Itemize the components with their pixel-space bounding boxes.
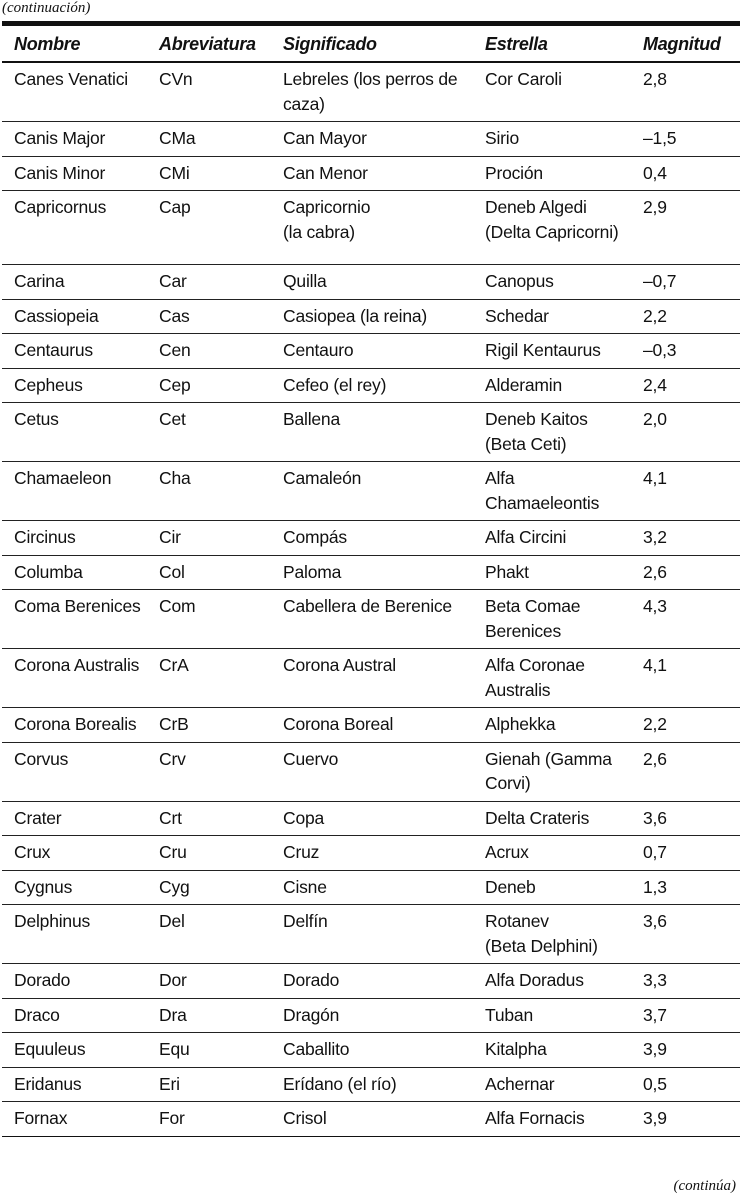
cell-abreviatura: Crt (147, 801, 271, 836)
table-row (2, 521, 740, 556)
cell-magnitud: 0,7 (631, 836, 740, 871)
cell-magnitud: 0,4 (631, 156, 740, 191)
cell-estrella: Alphekka (473, 708, 631, 743)
cell-magnitud: 3,6 (631, 905, 740, 964)
cell-abreviatura: CMi (147, 156, 271, 191)
table-row (2, 998, 740, 1033)
table-row (2, 1067, 740, 1102)
table-row (2, 191, 740, 265)
cell-magnitud: 2,2 (631, 708, 740, 743)
cell-abreviatura: Com (147, 590, 271, 649)
cell-estrella: Alfa Circini (473, 521, 631, 556)
cell-abreviatura: Eri (147, 1067, 271, 1102)
cell-abreviatura: Cas (147, 299, 271, 334)
cell-abreviatura: Del (147, 905, 271, 964)
top-rule (2, 21, 740, 26)
cell-abreviatura: For (147, 1102, 271, 1137)
cell-magnitud: 3,2 (631, 521, 740, 556)
cell-nombre: Circinus (2, 521, 147, 556)
cell-nombre: Canis Major (2, 122, 147, 157)
cell-nombre: Chamaeleon (2, 462, 147, 521)
cell-significado: Copa (271, 801, 473, 836)
cell-significado: Dragón (271, 998, 473, 1033)
cell-magnitud: 2,2 (631, 299, 740, 334)
cell-abreviatura: Dra (147, 998, 271, 1033)
cell-significado: Dorado (271, 964, 473, 999)
cell-abreviatura: Cep (147, 368, 271, 403)
cell-abreviatura: CrB (147, 708, 271, 743)
table-row (2, 403, 740, 462)
cell-abreviatura: Crv (147, 742, 271, 801)
cell-significado: Corona Boreal (271, 708, 473, 743)
cell-estrella: Alfa Fornacis (473, 1102, 631, 1137)
cell-significado: Ballena (271, 403, 473, 462)
cell-abreviatura: Cyg (147, 870, 271, 905)
table-row (2, 1033, 740, 1068)
constellation-table (2, 28, 740, 1137)
table-body (2, 62, 740, 1136)
cell-estrella: Alfa Coronae Australis (473, 649, 631, 708)
continuation-bottom-label: (continúa) (673, 1178, 736, 1194)
cell-significado: Erídano (el río) (271, 1067, 473, 1102)
cell-magnitud: 3,9 (631, 1102, 740, 1137)
cell-magnitud: 2,6 (631, 742, 740, 801)
cell-significado: Paloma (271, 555, 473, 590)
cell-abreviatura: Col (147, 555, 271, 590)
cell-abreviatura: Equ (147, 1033, 271, 1068)
cell-magnitud: 0,5 (631, 1067, 740, 1102)
cell-abreviatura: CrA (147, 649, 271, 708)
table-row (2, 649, 740, 708)
table-row (2, 964, 740, 999)
cell-nombre: Columba (2, 555, 147, 590)
cell-estrella: Deneb Kaitos (Beta Ceti) (473, 403, 631, 462)
cell-nombre: Cepheus (2, 368, 147, 403)
cell-nombre: Dorado (2, 964, 147, 999)
cell-estrella: Deneb (473, 870, 631, 905)
table-row (2, 299, 740, 334)
table-row (2, 462, 740, 521)
cell-estrella: Alfa Chamaeleontis (473, 462, 631, 521)
table-row (2, 555, 740, 590)
cell-nombre: Draco (2, 998, 147, 1033)
cell-estrella: Gienah (Gamma Corvi) (473, 742, 631, 801)
cell-significado: Capricornio (la cabra) (271, 191, 473, 265)
cell-magnitud: 4,1 (631, 649, 740, 708)
cell-nombre: Canes Venatici (2, 62, 147, 122)
cell-estrella: Tuban (473, 998, 631, 1033)
cell-estrella: Beta Comae Berenices (473, 590, 631, 649)
cell-estrella: Schedar (473, 299, 631, 334)
cell-nombre: Equuleus (2, 1033, 147, 1068)
cell-abreviatura: CMa (147, 122, 271, 157)
cell-estrella: Rotanev (Beta Delphini) (473, 905, 631, 964)
cell-estrella: Achernar (473, 1067, 631, 1102)
cell-nombre: Fornax (2, 1102, 147, 1137)
cell-magnitud: 2,6 (631, 555, 740, 590)
table-row (2, 836, 740, 871)
cell-abreviatura: Cru (147, 836, 271, 871)
cell-magnitud: 2,0 (631, 403, 740, 462)
cell-magnitud: 4,3 (631, 590, 740, 649)
cell-estrella: Cor Caroli (473, 62, 631, 122)
cell-abreviatura: Cen (147, 334, 271, 369)
cell-estrella: Rigil Kentaurus (473, 334, 631, 369)
cell-magnitud: –0,3 (631, 334, 740, 369)
cell-magnitud: 3,3 (631, 964, 740, 999)
cell-magnitud: 3,6 (631, 801, 740, 836)
cell-abreviatura: Dor (147, 964, 271, 999)
cell-estrella: Sirio (473, 122, 631, 157)
cell-nombre: Capricornus (2, 191, 147, 265)
cell-significado: Camaleón (271, 462, 473, 521)
cell-significado: Caballito (271, 1033, 473, 1068)
cell-nombre: Coma Berenices (2, 590, 147, 649)
cell-nombre: Corvus (2, 742, 147, 801)
cell-significado: Casiopea (la reina) (271, 299, 473, 334)
cell-nombre: Cetus (2, 403, 147, 462)
cell-abreviatura: Cet (147, 403, 271, 462)
table-row (2, 905, 740, 964)
cell-significado: Crisol (271, 1102, 473, 1137)
cell-significado: Compás (271, 521, 473, 556)
table-row (2, 801, 740, 836)
cell-magnitud: 2,4 (631, 368, 740, 403)
header-significado: Significado (271, 28, 473, 62)
cell-magnitud: 2,9 (631, 191, 740, 265)
cell-significado: Lebreles (los perros de caza) (271, 62, 473, 122)
cell-significado: Centauro (271, 334, 473, 369)
cell-magnitud: 3,7 (631, 998, 740, 1033)
header-nombre: Nombre (2, 28, 147, 62)
cell-nombre: Corona Borealis (2, 708, 147, 743)
cell-nombre: Corona Australis (2, 649, 147, 708)
cell-significado: Cruz (271, 836, 473, 871)
table-row (2, 870, 740, 905)
cell-nombre: Crater (2, 801, 147, 836)
cell-significado: Can Mayor (271, 122, 473, 157)
cell-abreviatura: Cir (147, 521, 271, 556)
cell-nombre: Eridanus (2, 1067, 147, 1102)
cell-estrella: Kitalpha (473, 1033, 631, 1068)
cell-significado: Cefeo (el rey) (271, 368, 473, 403)
cell-estrella: Deneb Algedi (Delta Capricorni) (473, 191, 631, 265)
cell-magnitud: 4,1 (631, 462, 740, 521)
cell-nombre: Carina (2, 265, 147, 300)
cell-magnitud: –0,7 (631, 265, 740, 300)
cell-estrella: Canopus (473, 265, 631, 300)
cell-significado: Quilla (271, 265, 473, 300)
table-row (2, 368, 740, 403)
table-row (2, 334, 740, 369)
table-row (2, 122, 740, 157)
cell-significado: Cabellera de Berenice (271, 590, 473, 649)
cell-estrella: Proción (473, 156, 631, 191)
header-magnitud: Magnitud (631, 28, 740, 62)
cell-magnitud: 3,9 (631, 1033, 740, 1068)
cell-estrella: Phakt (473, 555, 631, 590)
cell-estrella: Alfa Doradus (473, 964, 631, 999)
cell-nombre: Cygnus (2, 870, 147, 905)
table-row (2, 742, 740, 801)
table-row (2, 62, 740, 122)
cell-estrella: Delta Crateris (473, 801, 631, 836)
cell-nombre: Crux (2, 836, 147, 871)
table-row (2, 590, 740, 649)
header-row (2, 28, 740, 62)
cell-significado: Corona Austral (271, 649, 473, 708)
cell-estrella: Acrux (473, 836, 631, 871)
cell-magnitud: 2,8 (631, 62, 740, 122)
cell-nombre: Centaurus (2, 334, 147, 369)
cell-abreviatura: Cha (147, 462, 271, 521)
table-row (2, 265, 740, 300)
cell-magnitud: 1,3 (631, 870, 740, 905)
cell-significado: Cuervo (271, 742, 473, 801)
cell-significado: Delfín (271, 905, 473, 964)
table-row (2, 156, 740, 191)
cell-magnitud: –1,5 (631, 122, 740, 157)
table-row (2, 1102, 740, 1137)
header-abreviatura: Abreviatura (147, 28, 271, 62)
cell-nombre: Canis Minor (2, 156, 147, 191)
cell-estrella: Alderamin (473, 368, 631, 403)
cell-abreviatura: Car (147, 265, 271, 300)
cell-significado: Can Menor (271, 156, 473, 191)
header-estrella: Estrella (473, 28, 631, 62)
cell-significado: Cisne (271, 870, 473, 905)
cell-nombre: Delphinus (2, 905, 147, 964)
cell-abreviatura: Cap (147, 191, 271, 265)
cell-nombre: Cassiopeia (2, 299, 147, 334)
continuation-top-label: (continuación) (2, 0, 91, 16)
cell-abreviatura: CVn (147, 62, 271, 122)
table-row (2, 708, 740, 743)
